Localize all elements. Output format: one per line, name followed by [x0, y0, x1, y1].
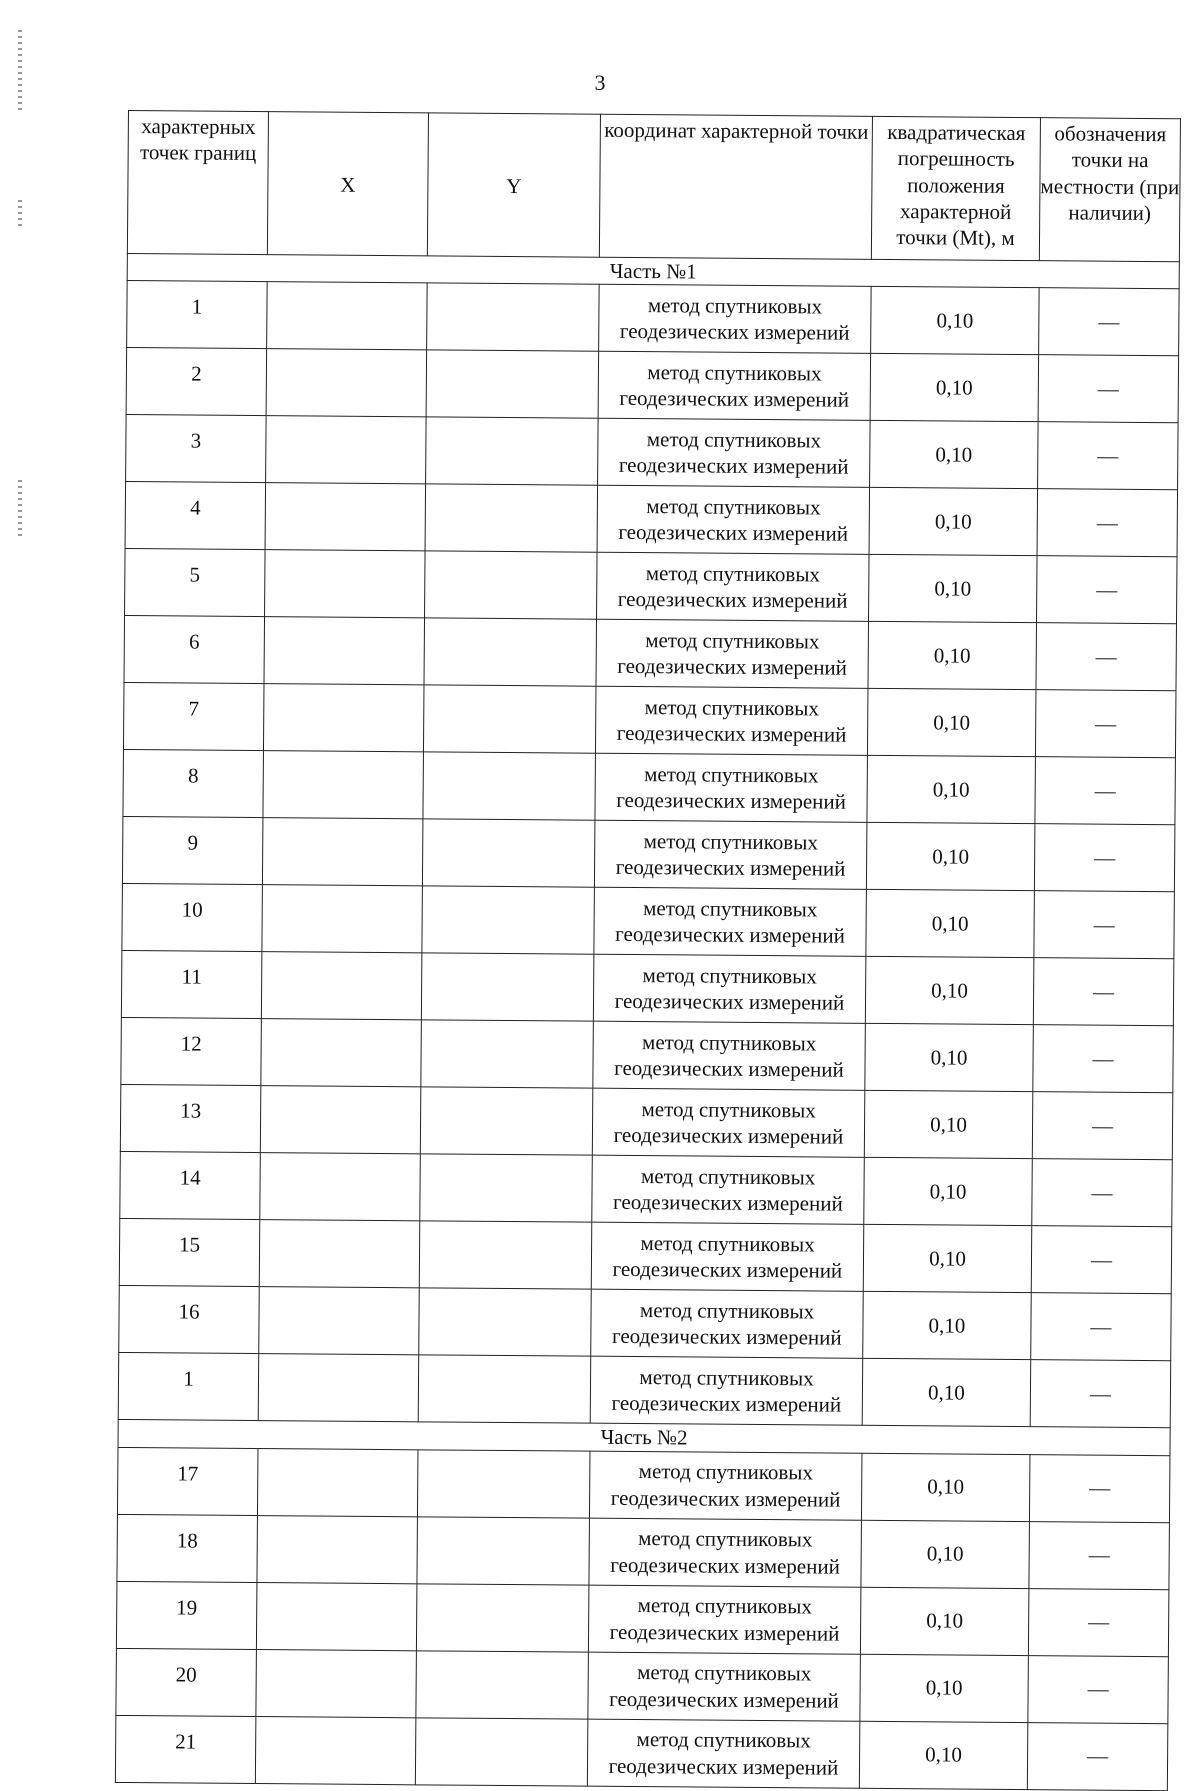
accuracy-cell: 0,10: [861, 1453, 1030, 1521]
point-number-cell: 20: [116, 1648, 257, 1716]
accuracy-cell: 0,10: [866, 890, 1035, 958]
y-coordinate-cell: [424, 618, 597, 686]
marker-cell: —: [1036, 623, 1177, 691]
header-point-number: характерных точек границ: [127, 111, 268, 255]
x-coordinate-cell: [263, 684, 424, 752]
method-cell: метод спутниковых геодезических измерений: [593, 1021, 866, 1090]
table-row: [125, 482, 1177, 557]
method-cell: метод спутниковых геодезических измерений: [599, 284, 872, 353]
x-coordinate-cell: [267, 282, 428, 350]
x-coordinate-cell: [260, 1153, 421, 1221]
point-number-cell: 17: [117, 1447, 258, 1515]
method-cell: метод спутниковых геодезических измерений: [597, 552, 870, 621]
marker-cell: —: [1032, 1092, 1173, 1160]
point-number-cell: 7: [123, 683, 264, 751]
x-coordinate-cell: [263, 751, 424, 819]
accuracy-cell: 0,10: [864, 1158, 1033, 1226]
y-coordinate-cell: [421, 1020, 594, 1088]
table-row: [119, 1219, 1171, 1294]
marker-cell: —: [1031, 1226, 1172, 1294]
point-number-cell: 1: [118, 1353, 259, 1421]
accuracy-cell: 0,10: [860, 1654, 1029, 1722]
table-row: [122, 884, 1174, 959]
accuracy-cell: 0,10: [860, 1587, 1029, 1655]
x-coordinate-cell: [262, 885, 423, 953]
accuracy-cell: 0,10: [861, 1520, 1030, 1588]
accuracy-cell: 0,10: [869, 555, 1038, 623]
marker-cell: —: [1029, 1454, 1170, 1522]
y-coordinate-cell: [419, 1221, 592, 1289]
table-row: [116, 1581, 1168, 1656]
point-number-cell: 11: [121, 951, 262, 1019]
marker-cell: —: [1028, 1655, 1169, 1723]
method-cell: метод спутниковых геодезических измерений: [591, 1289, 864, 1358]
method-cell: метод спутниковых геодезических измерений: [595, 686, 868, 755]
x-coordinate-cell: [256, 1649, 417, 1717]
method-cell: метод спутниковых геодезических измерений: [589, 1451, 862, 1520]
table-row: [120, 1085, 1172, 1160]
point-number-cell: 6: [124, 616, 265, 684]
point-number-cell: 4: [125, 482, 266, 550]
y-coordinate-cell: [417, 1516, 590, 1584]
marker-cell: —: [1027, 1722, 1168, 1790]
x-coordinate-cell: [255, 1716, 416, 1784]
point-number-cell: 5: [125, 549, 266, 617]
x-coordinate-cell: [264, 617, 425, 685]
x-coordinate-cell: [258, 1354, 419, 1422]
point-number-cell: 14: [120, 1152, 261, 1220]
table-row: [126, 415, 1178, 490]
marker-cell: —: [1029, 1521, 1170, 1589]
marker-cell: —: [1031, 1293, 1172, 1361]
x-coordinate-cell: [261, 952, 422, 1020]
marker-cell: —: [1034, 891, 1175, 959]
table-row: [120, 1152, 1172, 1227]
table-row: [123, 750, 1175, 825]
y-coordinate-cell: [416, 1650, 589, 1718]
table-row: [119, 1286, 1171, 1361]
table-row: [123, 683, 1175, 758]
accuracy-cell: 0,10: [870, 354, 1039, 422]
header-x: X: [267, 112, 428, 256]
y-coordinate-cell: [418, 1355, 591, 1423]
method-cell: метод спутниковых геодезических измерений: [594, 820, 867, 889]
marker-cell: —: [1035, 690, 1176, 758]
method-cell: метод спутниковых геодезических измерений: [593, 954, 866, 1023]
table-row: [121, 1018, 1173, 1093]
marker-cell: —: [1037, 489, 1178, 557]
marker-cell: —: [1033, 958, 1174, 1026]
point-number-cell: 1: [127, 281, 268, 349]
table-row: [116, 1648, 1168, 1723]
accuracy-cell: 0,10: [862, 1359, 1031, 1427]
accuracy-cell: 0,10: [868, 622, 1037, 690]
accuracy-cell: 0,10: [863, 1292, 1032, 1360]
method-cell: метод спутниковых геодезических измерений: [594, 887, 867, 956]
x-coordinate-cell: [257, 1515, 418, 1583]
marker-cell: —: [1035, 757, 1176, 825]
table-row: [126, 348, 1178, 423]
point-number-cell: 18: [117, 1514, 258, 1582]
method-cell: метод спутниковых геодезических измерений: [589, 1518, 862, 1587]
x-coordinate-cell: [266, 416, 427, 484]
accuracy-cell: 0,10: [870, 421, 1039, 489]
marker-cell: —: [1039, 288, 1180, 356]
table-row: [118, 1353, 1170, 1428]
table-row: [121, 951, 1173, 1026]
header-marker: обозначения точки на местности (при наличии): [1039, 118, 1180, 262]
x-coordinate-cell: [265, 483, 426, 551]
boundary-points-table: [115, 110, 1181, 1791]
x-coordinate-cell: [266, 349, 427, 417]
y-coordinate-cell: [420, 1154, 593, 1222]
method-cell: метод спутниковых геодезических измерений: [597, 485, 870, 554]
table-row: [115, 1715, 1167, 1790]
scan-edge-marks: [18, 480, 22, 540]
accuracy-cell: 0,10: [866, 823, 1035, 891]
y-coordinate-cell: [415, 1717, 588, 1785]
scan-edge-marks: [18, 200, 22, 230]
marker-cell: —: [1033, 1025, 1174, 1093]
x-coordinate-cell: [265, 550, 426, 618]
accuracy-cell: 0,10: [864, 1091, 1033, 1159]
marker-cell: —: [1036, 556, 1177, 624]
method-cell: метод спутниковых геодезических измерений: [587, 1719, 860, 1788]
point-number-cell: 19: [116, 1581, 257, 1649]
method-cell: метод спутниковых геодезических измерений: [588, 1652, 861, 1721]
header-y: Y: [427, 113, 600, 257]
y-coordinate-cell: [416, 1583, 589, 1651]
method-cell: метод спутниковых геодезических измерений: [592, 1155, 865, 1224]
x-coordinate-cell: [256, 1582, 417, 1650]
y-coordinate-cell: [426, 417, 599, 485]
y-coordinate-cell: [425, 551, 598, 619]
accuracy-cell: 0,10: [867, 689, 1036, 757]
y-coordinate-cell: [423, 685, 596, 753]
point-number-cell: 16: [119, 1286, 260, 1354]
y-coordinate-cell: [420, 1087, 593, 1155]
point-number-cell: 8: [123, 750, 264, 818]
table-row: [125, 549, 1177, 624]
accuracy-cell: 0,10: [865, 1024, 1034, 1092]
x-coordinate-cell: [259, 1220, 420, 1288]
point-number-cell: 13: [120, 1085, 261, 1153]
method-cell: метод спутниковых геодезических измерений: [590, 1356, 863, 1425]
method-cell: метод спутниковых геодезических измерений: [598, 351, 871, 420]
marker-cell: —: [1034, 824, 1175, 892]
table-row: [117, 1447, 1169, 1522]
method-cell: метод спутниковых геодезических измерений: [588, 1585, 861, 1654]
y-coordinate-cell: [426, 350, 599, 418]
point-number-cell: 2: [126, 348, 267, 416]
header-method: координат характерной точки: [599, 114, 872, 259]
y-coordinate-cell: [425, 484, 598, 552]
y-coordinate-cell: [419, 1288, 592, 1356]
marker-cell: —: [1028, 1588, 1169, 1656]
method-cell: метод спутниковых геодезических измерений: [598, 418, 871, 487]
y-coordinate-cell: [422, 819, 595, 887]
point-number-cell: 3: [126, 415, 267, 483]
table-body: [115, 253, 1179, 1790]
marker-cell: —: [1038, 422, 1179, 490]
table-row: [127, 281, 1179, 356]
y-coordinate-cell: [427, 283, 600, 351]
point-number-cell: 15: [119, 1219, 260, 1287]
method-cell: метод спутниковых геодезических измерений: [592, 1088, 865, 1157]
marker-cell: —: [1032, 1159, 1173, 1227]
section-title: Часть №2: [118, 1420, 1170, 1456]
y-coordinate-cell: [422, 886, 595, 954]
x-coordinate-cell: [262, 818, 423, 886]
method-cell: метод спутниковых геодезических измерений: [591, 1222, 864, 1291]
accuracy-cell: 0,10: [863, 1225, 1032, 1293]
table-header: [127, 111, 1180, 262]
point-number-cell: 10: [122, 884, 263, 952]
accuracy-cell: 0,10: [867, 756, 1036, 824]
header-accuracy: квадратическая погрешность положения характерной точки (Mt), м: [871, 116, 1040, 260]
x-coordinate-cell: [259, 1287, 420, 1355]
y-coordinate-cell: [421, 953, 594, 1021]
y-coordinate-cell: [417, 1449, 590, 1517]
accuracy-cell: 0,10: [859, 1721, 1028, 1789]
accuracy-cell: 0,10: [871, 287, 1040, 355]
x-coordinate-cell: [261, 1019, 422, 1087]
marker-cell: —: [1038, 355, 1179, 423]
table-row: [122, 817, 1174, 892]
x-coordinate-cell: [257, 1448, 418, 1516]
point-number-cell: 9: [122, 817, 263, 885]
x-coordinate-cell: [260, 1086, 421, 1154]
table-row: [117, 1514, 1169, 1589]
section-title: Часть №1: [127, 253, 1179, 289]
method-cell: метод спутниковых геодезических измерений: [596, 619, 869, 688]
point-number-cell: 12: [121, 1018, 262, 1086]
point-number-cell: 21: [115, 1715, 256, 1783]
method-cell: метод спутниковых геодезических измерений: [595, 753, 868, 822]
marker-cell: —: [1030, 1360, 1171, 1428]
page-number: 3: [594, 70, 606, 95]
y-coordinate-cell: [423, 752, 596, 820]
accuracy-cell: 0,10: [865, 957, 1034, 1025]
table-row: [124, 616, 1176, 691]
accuracy-cell: 0,10: [869, 488, 1038, 556]
